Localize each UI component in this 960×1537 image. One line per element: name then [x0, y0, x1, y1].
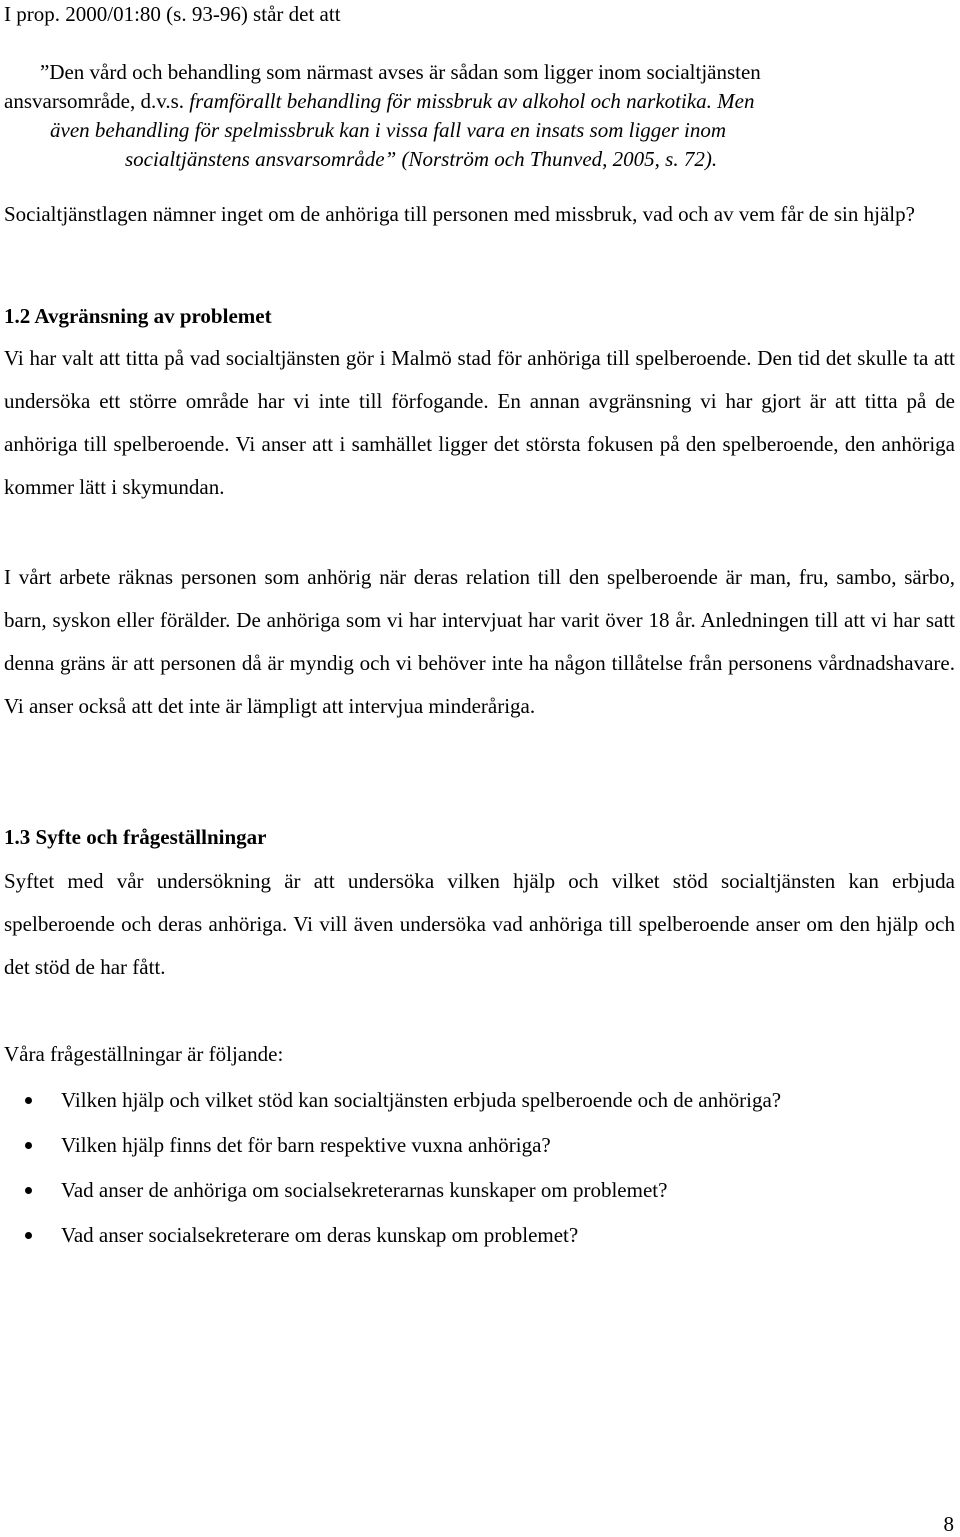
quote-block [4, 58, 954, 174]
bullet-icon [25, 1097, 32, 1104]
bullet-icon [25, 1142, 32, 1149]
list-item [0, 1173, 960, 1218]
bullet-icon [25, 1187, 32, 1194]
questions-list [0, 1083, 960, 1263]
quote-line-plain: ansvarsområde, d.v.s. [4, 89, 190, 113]
quote-line-italic: framförallt behandling för missbruk av alkohol och narkotika. [189, 89, 712, 113]
vart-arbete-paragraph: I vårt arbete räknas personen som anhörig när deras relation till den spelberoende är man, fru, sambo, särbo, barn, syskon eller förälder. De anhöriga som vi har intervjuat har varit över 18 år. Anledningen till att vi har satt denna gräns är att personen då är myndig och vi behöver inte ha någon tillåtelse från personens vårdnadshavare. Vi anser också att det inte är lämpligt att intervjua minderåriga. [4, 565, 955, 718]
quote-line: socialtjänstens ansvarsområde” (Norström och Thunved, 2005, s. 72). [125, 147, 718, 171]
intro-text: I prop. 2000/01:80 (s. 93-96) står det att [4, 2, 341, 26]
list-item-text: Vilken hjälp finns det för barn respektive vuxna anhöriga? [61, 1133, 551, 1157]
section-heading-1-3: 1.3 Syfte och frågeställningar [4, 825, 267, 849]
list-item-text: Vad anser de anhöriga om socialsekreterarnas kunskaper om problemet? [61, 1178, 668, 1202]
syfte-paragraph: Syftet med vår undersökning är att undersöka vilken hjälp och vilket stöd socialtjänsten kan erbjuda spelberoende och deras anhöriga. Vi vill även undersöka vad anhöriga till spelberoende anser om den hjälp och det stöd de har fått. [4, 869, 955, 979]
list-item [0, 1083, 960, 1128]
socialtjanstlagen-paragraph: Socialtjänstlagen nämner inget om de anhöriga till personen med missbruk, vad och av vem får de sin hjälp? [4, 202, 915, 226]
list-item [0, 1128, 960, 1173]
quote-line-italic: Men [717, 89, 755, 113]
questions-intro: Våra frågeställningar är följande: [4, 1042, 284, 1066]
quote-line [4, 87, 954, 116]
page-number: 8 [943, 1512, 954, 1536]
quote-line: även behandling för spelmissbruk kan i vissa fall vara en insats som ligger inom [50, 118, 727, 142]
list-item-text: Vilken hjälp och vilket stöd kan socialtjänsten erbjuda spelberoende och de anhöriga? [61, 1088, 782, 1112]
list-item [0, 1218, 960, 1263]
list-item-text: Vad anser socialsekreterare om deras kunskap om problemet? [61, 1223, 579, 1247]
section-heading-1-2: 1.2 Avgränsning av problemet [4, 304, 272, 328]
bullet-icon [25, 1232, 32, 1239]
quote-line: ”Den vård och behandling som närmast avses är sådan som ligger inom socialtjänsten [40, 60, 761, 84]
avgransning-paragraph: Vi har valt att titta på vad socialtjänsten gör i Malmö stad för anhöriga till spelberoende. Den tid det skulle ta att undersöka ett större område har vi inte till förfogande. En annan avgränsning vi har gjort är att titta på de anhöriga till spelberoende. Vi anser att i samhället ligger det största fokusen på den spelberoende, den anhöriga kommer lätt i skymundan. [4, 346, 955, 499]
